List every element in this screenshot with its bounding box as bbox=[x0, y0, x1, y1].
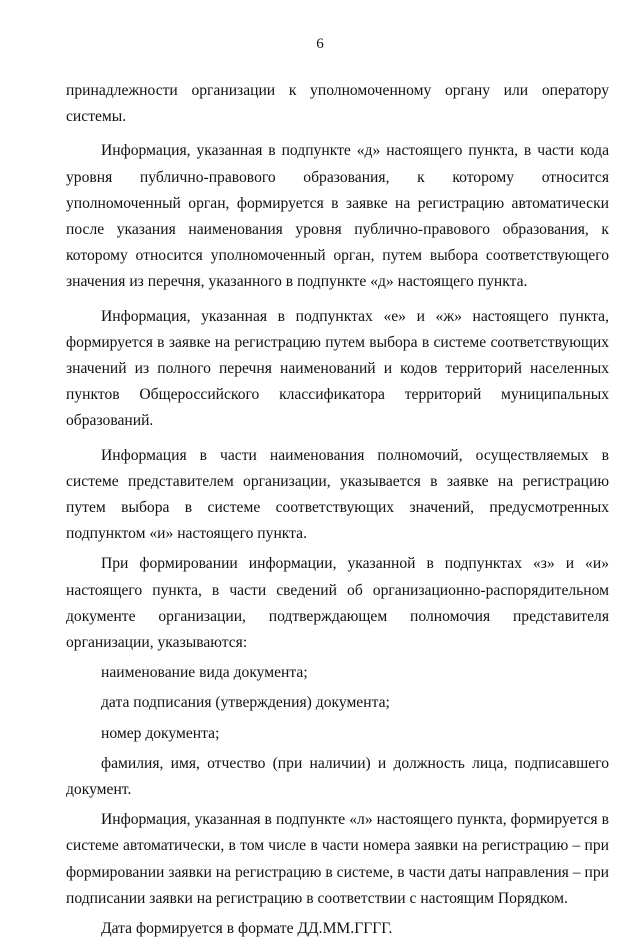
list-item-signing-date: дата подписания (утверждения) документа; bbox=[101, 694, 390, 712]
paragraph-continuation: принадлежности организации к уполномоченному органу или оператору системы. bbox=[66, 82, 609, 126]
paragraph-subpoints-z-i: При формировании информации, указанной в подпунктах «з» и «и» настоящего пункта, в части сведений об организационно-распорядительном документе организации, подтверждающем полномочия представителя организации, указываются: bbox=[66, 555, 609, 652]
document-body bbox=[66, 78, 609, 950]
paragraph-subpoint-l: Информация, указанная в подпункте «л» настоящего пункта, формируется в системе автоматически, в том числе в части номера заявки на регистрацию – при формировании заявки на регистрацию в системе, в части даты направления – при подписании заявки на регистрацию в соответствии с настоящим Порядком. bbox=[66, 811, 609, 907]
paragraph-powers: Информация в части наименования полномочий, осуществляемых в системе представителем организации, указывается в заявке на регистрацию путем выбора в системе соответствующих значений, предусмотренных подпунктом «и» настоящего пункта. bbox=[66, 446, 609, 543]
list-item-document-type: наименование вида документа; bbox=[101, 664, 308, 682]
list-item-signatory: фамилия, имя, отчество (при наличии) и должность лица, подписавшего документ. bbox=[66, 754, 609, 799]
list-item-document-number: номер документа; bbox=[101, 724, 220, 742]
paragraph-subpoint-d: Информация, указанная в подпункте «д» настоящего пункта, в части кода уровня публично-правового образования, к которому относится уполномоченный орган, формируется в заявке на регистрацию автоматически после указания наименования уровня публично-правового образования, к которому относится уполномоченный орган, путем выбора соответствующего значения из перечня, указанного в подпункте «д» настоящего пункта. bbox=[66, 142, 609, 291]
page-number: 6 bbox=[316, 36, 324, 52]
paragraph-subpoints-e-zh: Информация, указанная в подпунктах «е» и «ж» настоящего пункта, формируется в заявке на регистрацию путем выбора в системе соответствующих значений из полного перечня наименований и кодов территорий населенных пунктов Общероссийского классификатора территорий муниципальных образований. bbox=[66, 307, 609, 430]
paragraph-date-format: Дата формируется в формате ДД.ММ.ГГГГ. bbox=[101, 920, 393, 938]
